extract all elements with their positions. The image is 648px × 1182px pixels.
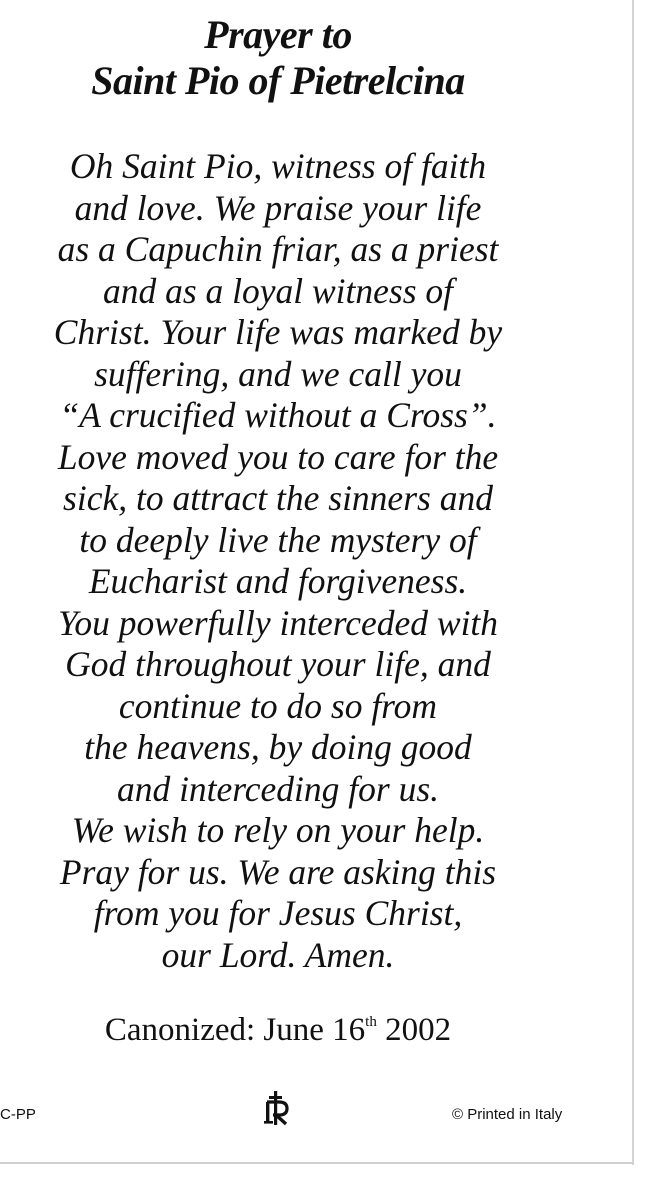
prayer-line: the heavens, by doing good: [84, 727, 472, 767]
prayer-line: and as a loyal witness of: [102, 270, 454, 311]
prayer-line: continue to do so from: [118, 685, 438, 726]
canonized-ordinal: th: [365, 1014, 377, 1030]
prayer-line: We wish to rely on your help.: [71, 810, 485, 850]
printed-in-italy-notice: © Printed in Italy: [452, 1106, 563, 1123]
prayer-line: Eucharist and forgiveness.: [88, 561, 468, 601]
prayer-line: Oh Saint Pio, witness of faith: [69, 146, 487, 186]
title-line: Saint Pio of Pietrelcina: [91, 58, 465, 103]
prayer-line: Love moved you to care for the: [57, 436, 499, 477]
prayer-line: God throughout your life, and: [65, 644, 491, 684]
prayer-title: [0, 12, 556, 104]
prayer-line: You powerfully interceded with: [57, 602, 499, 643]
product-code: C-PP: [0, 1106, 36, 1123]
prayer-line: our Lord. Amen.: [161, 934, 395, 975]
chi-rho-monogram-icon: [262, 1090, 292, 1126]
prayer-line: “A crucified without a Cross”.: [59, 395, 497, 435]
prayer-line: from you for Jesus Christ,: [93, 893, 463, 933]
canonized-year: 2002: [376, 1012, 452, 1048]
canonization-date: [0, 1010, 556, 1050]
canonized-label: Canonized: June 16: [104, 1012, 366, 1048]
prayer-text: [0, 146, 556, 976]
prayer-line: and love. We praise your life: [74, 187, 482, 228]
card-bottom-edge: [0, 1162, 634, 1164]
card-right-edge: [632, 0, 634, 1165]
prayer-line: to deeply live the mystery of: [79, 519, 477, 560]
prayer-line: Christ. Your life was marked by: [53, 312, 503, 352]
prayer-line: Pray for us. We are asking this: [59, 851, 497, 892]
prayer-line: and interceding for us.: [116, 768, 440, 809]
title-line: Prayer to: [204, 12, 352, 57]
prayer-line: as a Capuchin friar, as a priest: [57, 229, 499, 269]
prayer-line: suffering, and we call you: [94, 353, 462, 394]
prayer-line: sick, to attract the sinners and: [63, 478, 493, 518]
